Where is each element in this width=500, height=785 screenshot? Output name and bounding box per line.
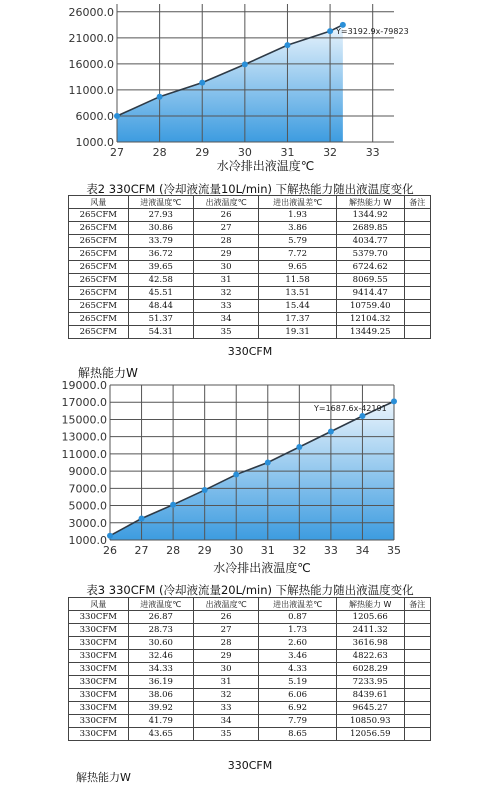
table-cell: 48.44 [128, 300, 193, 313]
table-cell: 36.19 [128, 676, 193, 689]
x-tick-label: 32 [323, 146, 338, 159]
table-row [69, 235, 431, 248]
table-cell [404, 261, 430, 274]
column-header: 解热能力 W [336, 196, 404, 209]
bottom-y-label: 解热能力W [76, 771, 131, 784]
table3 [68, 597, 431, 741]
table-cell: 4822.63 [336, 650, 404, 663]
table-cell [404, 702, 430, 715]
table-cell: 265CFM [69, 222, 129, 235]
table-cell [404, 624, 430, 637]
y-tick-label: 9000.0 [68, 465, 107, 479]
y-tick-label: 16000.0 [68, 57, 114, 71]
data-point [327, 28, 333, 34]
table-cell: 6.06 [259, 689, 337, 702]
y-tick-label: 3000.0 [68, 516, 107, 530]
table-cell: 39.92 [128, 702, 193, 715]
x-tick-label: 29 [195, 146, 210, 159]
y-tick-label: 7000.0 [68, 482, 107, 496]
x-tick-label: 27 [110, 146, 124, 159]
table-row [69, 637, 431, 650]
table-cell [404, 209, 430, 222]
table-cell: 7.79 [259, 715, 337, 728]
table-cell: 0.87 [259, 611, 337, 624]
x-tick-label: 31 [260, 544, 275, 557]
data-point [139, 515, 145, 521]
table-cell: 28 [193, 235, 258, 248]
table-cell: 43.65 [128, 728, 193, 741]
x-tick-label: 30 [229, 544, 244, 557]
data-point [157, 94, 163, 100]
table-cell: 11.58 [259, 274, 337, 287]
data-point [170, 502, 176, 508]
table-cell [404, 274, 430, 287]
table-cell: 8.65 [259, 728, 337, 741]
column-header: 进液温度℃ [128, 196, 193, 209]
table-cell: 4.33 [259, 663, 337, 676]
table-row [69, 287, 431, 300]
x-tick-label: 29 [197, 544, 212, 557]
table-cell: 330CFM [69, 637, 129, 650]
y-tick-label: 1000.0 [68, 534, 107, 547]
table-cell: 38.06 [128, 689, 193, 702]
column-header: 备注 [404, 598, 430, 611]
table-cell: 2689.85 [336, 222, 404, 235]
table-cell: 51.37 [128, 313, 193, 326]
x-tick-label: 28 [166, 544, 181, 557]
y-axis-label: 解热能力W [78, 366, 138, 380]
table-cell: 34 [193, 715, 258, 728]
table-row [69, 274, 431, 287]
table-cell: 31 [193, 676, 258, 689]
table-cell: 1344.92 [336, 209, 404, 222]
table-cell: 13449.25 [336, 326, 404, 339]
data-point [202, 487, 208, 493]
table-row [69, 248, 431, 261]
table-cell: 5.19 [259, 676, 337, 689]
table-row [69, 663, 431, 676]
table-cell: 6028.29 [336, 663, 404, 676]
table-cell: 6.92 [259, 702, 337, 715]
y-tick-label: 19000.0 [61, 379, 107, 392]
y-tick-label: 5000.0 [68, 499, 107, 513]
table-cell: 330CFM [69, 611, 129, 624]
x-tick-label: 26 [103, 544, 117, 557]
table-cell [404, 287, 430, 300]
table-cell: 330CFM [69, 663, 129, 676]
y-tick-label: 13000.0 [61, 430, 107, 444]
table-row [69, 715, 431, 728]
table-cell: 34 [193, 313, 258, 326]
table-cell: 31 [193, 274, 258, 287]
table-cell: 15.44 [259, 300, 337, 313]
table-cell: 265CFM [69, 261, 129, 274]
table-cell: 32.46 [128, 650, 193, 663]
table-header-row [69, 598, 431, 611]
column-header: 出液温度℃ [193, 196, 258, 209]
x-tick-label: 30 [237, 146, 252, 159]
table-cell: 33.79 [128, 235, 193, 248]
table-cell: 2.60 [259, 637, 337, 650]
table-cell [404, 689, 430, 702]
table2 [68, 195, 431, 339]
x-tick-label: 34 [355, 544, 370, 557]
table-cell [404, 663, 430, 676]
y-tick-label: 26000.0 [68, 5, 114, 19]
table-row [69, 689, 431, 702]
subtitle-330cfm-1: 330CFM [227, 345, 273, 358]
table-cell: 26.87 [128, 611, 193, 624]
data-point [391, 398, 397, 404]
data-point [199, 80, 205, 86]
table-cell: 28 [193, 637, 258, 650]
table-cell [404, 728, 430, 741]
table-cell: 7233.95 [336, 676, 404, 689]
table-cell: 3.46 [259, 650, 337, 663]
table-cell: 33 [193, 300, 258, 313]
data-point [359, 413, 365, 419]
y-tick-label: 6000.0 [75, 109, 114, 123]
x-tick-label: 32 [292, 544, 307, 557]
table-row [69, 676, 431, 689]
table-cell: 265CFM [69, 209, 129, 222]
y-tick-label: 1000.0 [75, 136, 114, 149]
table-cell [404, 248, 430, 261]
table-cell: 41.79 [128, 715, 193, 728]
table-cell: 30.86 [128, 222, 193, 235]
table-cell [404, 235, 430, 248]
table-cell: 12104.32 [336, 313, 404, 326]
table-cell: 33 [193, 702, 258, 715]
table-row [69, 624, 431, 637]
data-point [242, 61, 248, 67]
table-cell [404, 650, 430, 663]
table-cell: 30 [193, 261, 258, 274]
column-header: 出液温度℃ [193, 598, 258, 611]
table-cell: 29 [193, 248, 258, 261]
table-cell: 1.93 [259, 209, 337, 222]
table-cell: 36.72 [128, 248, 193, 261]
table-cell [404, 300, 430, 313]
table2-caption: 表2 330CFM (冷却液流量10L/min) 下解热能力随出液温度变化 [86, 182, 414, 196]
table-row [69, 728, 431, 741]
table-cell: 27 [193, 222, 258, 235]
table-cell: 265CFM [69, 287, 129, 300]
table-row [69, 300, 431, 313]
table-cell [404, 222, 430, 235]
table-cell: 29 [193, 650, 258, 663]
table-cell: 8439.61 [336, 689, 404, 702]
table-cell: 42.58 [128, 274, 193, 287]
table-cell: 2411.32 [336, 624, 404, 637]
column-header: 风量 [69, 598, 129, 611]
table-cell: 3.86 [259, 222, 337, 235]
table3-caption: 表3 330CFM (冷却液流量20L/min) 下解热能力随出液温度变化 [86, 583, 414, 597]
column-header: 进出液温差℃ [259, 196, 337, 209]
table-cell: 330CFM [69, 689, 129, 702]
table-cell [404, 637, 430, 650]
table-cell: 5.79 [259, 235, 337, 248]
table-row [69, 702, 431, 715]
chart-2 [0, 364, 500, 579]
table-cell: 19.31 [259, 326, 337, 339]
x-axis-label: 水冷排出液温度℃ [213, 561, 311, 575]
table-cell: 3616.98 [336, 637, 404, 650]
table-cell: 5379.70 [336, 248, 404, 261]
x-tick-label: 27 [134, 544, 149, 557]
table-cell: 1.73 [259, 624, 337, 637]
x-tick-label: 35 [387, 544, 401, 557]
x-tick-label: 33 [365, 146, 380, 159]
subtitle-330cfm-2: 330CFM [227, 759, 273, 772]
table-row [69, 611, 431, 624]
table-row [69, 261, 431, 274]
table-cell: 7.72 [259, 248, 337, 261]
table-row [69, 313, 431, 326]
table-row [69, 326, 431, 339]
area-fill [117, 25, 343, 142]
trend-equation: Y=3192.9x-79823 [336, 27, 409, 36]
table-cell [404, 326, 430, 339]
table-cell: 28.73 [128, 624, 193, 637]
table-cell: 32 [193, 689, 258, 702]
chart-1 [0, 0, 500, 180]
table-header-row [69, 196, 431, 209]
data-point [328, 429, 334, 435]
y-tick-label: 15000.0 [61, 413, 107, 427]
table-cell: 9414.47 [336, 287, 404, 300]
table-cell: 330CFM [69, 715, 129, 728]
x-tick-label: 28 [152, 146, 167, 159]
table-cell: 10759.40 [336, 300, 404, 313]
table-cell: 27 [193, 624, 258, 637]
table-cell: 35 [193, 728, 258, 741]
y-tick-label: 21000.0 [68, 31, 114, 45]
x-tick-label: 33 [323, 544, 338, 557]
table-cell: 265CFM [69, 326, 129, 339]
table-cell: 265CFM [69, 274, 129, 287]
table-row [69, 209, 431, 222]
column-header: 备注 [404, 196, 430, 209]
table-cell: 54.31 [128, 326, 193, 339]
table-cell: 30 [193, 663, 258, 676]
y-tick-label: 11000.0 [68, 83, 114, 97]
table-cell: 265CFM [69, 313, 129, 326]
column-header: 进液温度℃ [128, 598, 193, 611]
data-point [265, 460, 271, 466]
table-row [69, 222, 431, 235]
table-cell: 330CFM [69, 676, 129, 689]
table-cell: 26 [193, 209, 258, 222]
table-cell: 6724.62 [336, 261, 404, 274]
column-header: 进出液温差℃ [259, 598, 337, 611]
table-cell [404, 313, 430, 326]
table-cell: 26 [193, 611, 258, 624]
table-cell: 17.37 [259, 313, 337, 326]
table-cell: 13.51 [259, 287, 337, 300]
table-cell: 265CFM [69, 248, 129, 261]
table-row [69, 650, 431, 663]
table-cell: 4034.77 [336, 235, 404, 248]
table-cell [404, 676, 430, 689]
table-cell: 9.65 [259, 261, 337, 274]
column-header: 风量 [69, 196, 129, 209]
table-cell: 27.93 [128, 209, 193, 222]
table-cell: 35 [193, 326, 258, 339]
column-header: 解热能力 W [336, 598, 404, 611]
data-point [107, 533, 113, 539]
table-cell: 8069.55 [336, 274, 404, 287]
table-cell: 265CFM [69, 300, 129, 313]
table-cell: 45.51 [128, 287, 193, 300]
table-cell [404, 715, 430, 728]
y-tick-label: 11000.0 [61, 447, 107, 461]
table-cell: 10850.93 [336, 715, 404, 728]
data-point [284, 42, 290, 48]
x-axis-label: 水冷排出液温度℃ [216, 159, 315, 173]
table-cell: 32 [193, 287, 258, 300]
table-cell: 330CFM [69, 650, 129, 663]
table-cell [404, 611, 430, 624]
table-cell: 9645.27 [336, 702, 404, 715]
table-cell: 12056.59 [336, 728, 404, 741]
y-tick-label: 17000.0 [61, 396, 107, 410]
data-point [233, 472, 239, 478]
table-cell: 30.60 [128, 637, 193, 650]
table-cell: 1205.66 [336, 611, 404, 624]
table-cell: 265CFM [69, 235, 129, 248]
table-cell: 330CFM [69, 702, 129, 715]
trend-equation: Y=1687.6x-42191 [314, 404, 387, 413]
table-cell: 39.65 [128, 261, 193, 274]
data-point [114, 113, 120, 119]
table-cell: 330CFM [69, 624, 129, 637]
x-tick-label: 31 [280, 146, 295, 159]
table-cell: 34.33 [128, 663, 193, 676]
table-cell: 330CFM [69, 728, 129, 741]
data-point [296, 444, 302, 450]
